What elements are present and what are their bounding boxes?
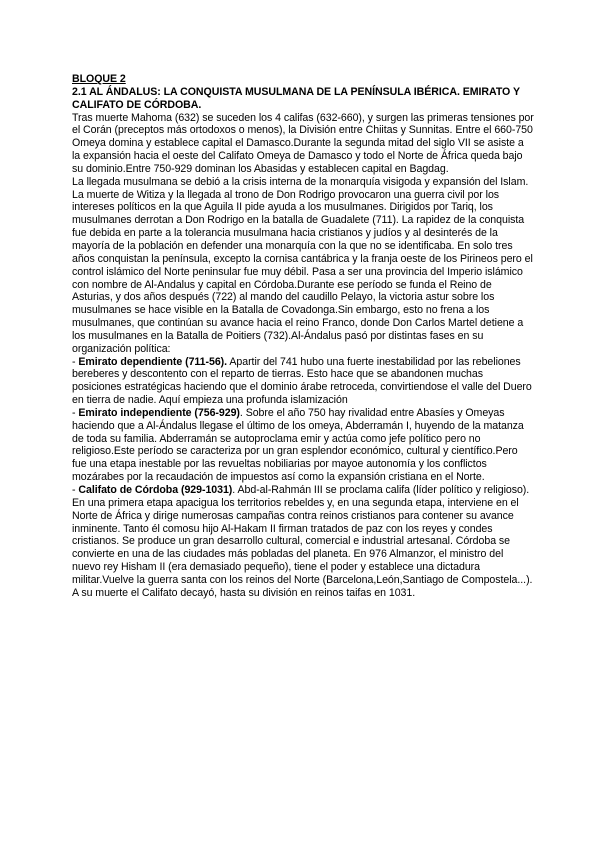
list-item-emirato-dependiente [72, 356, 534, 407]
item-label-emirato-independiente: Emirato independiente (756-929) [78, 406, 240, 419]
list-item-califato-cordoba [72, 484, 534, 600]
block-title: BLOQUE 2 [72, 73, 126, 85]
paragraph-intro: Tras muerte Mahoma (632) se suceden los 4 califas (632-660), y surgen las primeras tensiones por el Corán (preceptos más ortodoxos o menos), la División entre Chiitas y Sunnitas. Entre el 660-750 Omeya domina y establece capital el Damasco.Durante la segunda mitad del siglo VII se asiste a la expansión hacia el oeste del Califato Omeya de Damasco y todo el Norte de África queda bajo su dominio.Entre 750-929 dominan los Abasidas y establecen capital en Bagdag. [72, 111, 534, 175]
item-text-emirato-independiente: . Sobre el año 750 hay rivalidad entre Abasíes y Omeyas haciendo que a Al-Ándalus llegase el último de los omeya, Abderramán I, huyendo de la matanza de toda su familia. Abderramán se autoproclama emir y actúa como jefe político pero no religioso.Este período se caracteriza por un gran esplendor económico, cultural y científico.Pero fue una etapa inestable por las revueltas nobiliarias por mayoe autonomía y los conflictos mozárabes por la recaudación de impuestos así como la expansión cristiana en el Norte. [72, 406, 524, 484]
item-label-emirato-dependiente: Emirato dependiente (711-56). [78, 355, 228, 368]
paragraph-conquest: La llegada musulmana se debió a la crisis interna de la monarquía visigoda y expansión del Islam. La muerte de Witiza y la llegada al trono de Don Rodrigo provocaron una guerra civil por los intereses políticos en la que Aguila II pide ayuda a los musulmanes. Dirigidos por Tariq, los musulmanes derrotan a Don Rodrigo en la batalla de Guadalete (711). La rapidez de la conquista fue debida en parte a la tolerancia musulmana hacia cristianos y judíos y al desinterés de la mayoría de la población en defender una monarquía con la que no se identificaba. En solo tres años conquistan la península, excepto la cornisa cantábrica y la franja oeste de los Pirineos pero el control islámico del Norte peninsular fue muy débil. Pasa a ser una provincia del Imperio islámico con nombre de Al-Andalus y capital en Córdoba.Durante ese período se funda el Reino de Asturias, y dos años después (722) al mando del caudillo Pelayo, la victoria astur sobre los musulmanes se hace visible en la Batalla de Covadonga.Sin embargo, esto no frena a los musulmanes, que continúan su avance hacia el reino Franco, donde Don Carlos Martel detiene a los musulmanes en la Batalla de Poitiers (732).Al-Ándalus pasó por distintas fases en su organización política: [72, 175, 533, 355]
bullet-marker: - [72, 484, 79, 496]
bullet-marker: - [72, 355, 79, 368]
item-text-califato-cordoba: . Abd-al-Rahmán III se proclama califa (líder político y religioso). En una primera etapa apacigua los territorios rebeldes y, en una segunda etapa, interviene en el Norte de África y dirige numerosas campañas contra reinos cristianos para contener su avance inminente. Tanto él comosu hijo Al-Hakam II firman tratados de paz con los reyes y condes cristianos. Se produce un gran desarrollo cultural, comercial e industrial artesanal. Córdoba se convierte en una de las ciudades más pobladas del planeta. En 976 Almanzor, el ministro del nuevo rey Hisham II (era demasiado pequeño), tiene el poder y establece una dictadura militar.Vuelve la guerra santa con los reinos del Norte (Barcelona,León,Santiago de Compostela...). A su muerte el Califato decayó, hasta su división en reinos taifas en 1031. [72, 484, 533, 599]
item-text-emirato-dependiente: Apartir del 741 hubo una fuerte inestabilidad por las rebeliones bereberes y descontento con el reparto de tierras. Esto hace que se abandonen muchas posiciones estratégicas haciendo que el dominio árabe retroceda, convirtiendose el valle del Duero en tierra de nadie. Aquí empieza una profunda islamización [72, 355, 532, 407]
section-title: 2.1 AL ÁNDALUS: LA CONQUISTA MUSULMANA DE LA PENÍNSULA IBÉRICA. EMIRATO Y CALIFATO DE CÓRDOBA. [72, 85, 520, 111]
list-item-emirato-independiente [72, 407, 534, 484]
bullet-marker: - [72, 406, 79, 419]
item-label-califato-cordoba: Califato de Córdoba (929-1031) [78, 484, 233, 496]
document-page [72, 73, 534, 600]
